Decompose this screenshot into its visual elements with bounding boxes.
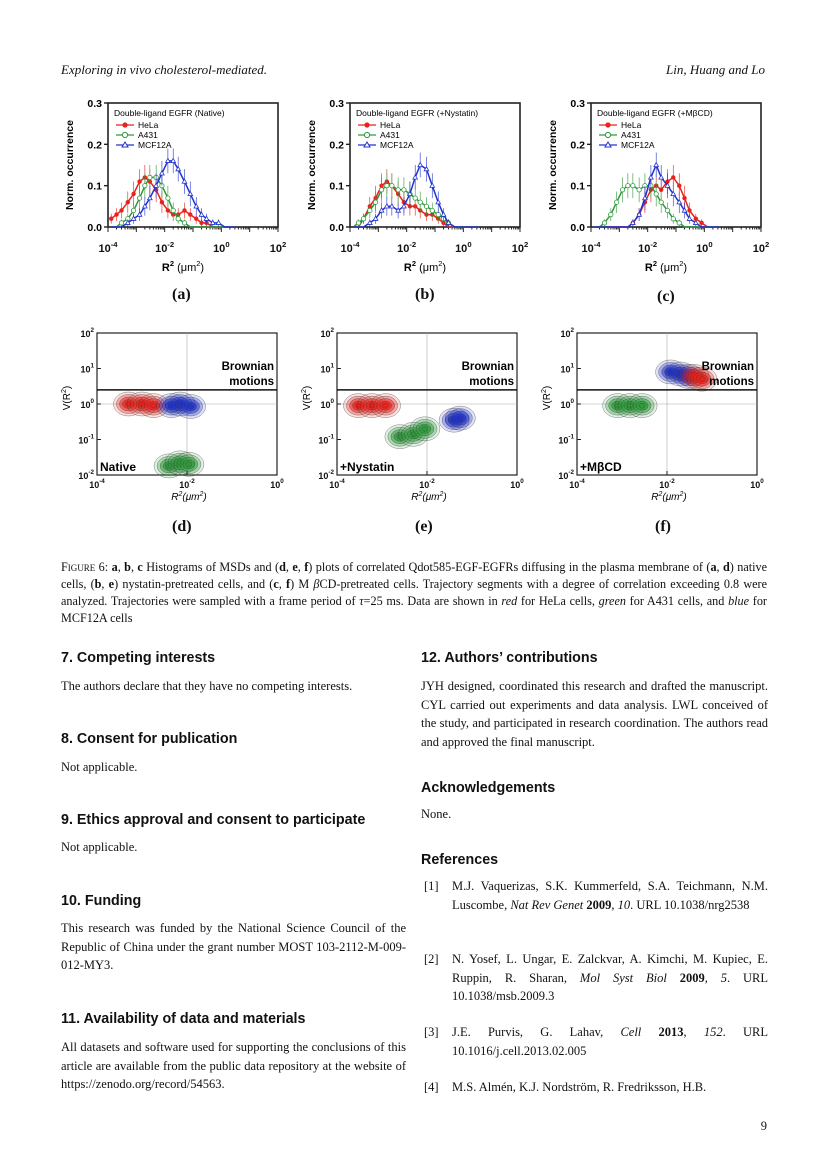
data-point-hela (126, 200, 130, 204)
data-point-a431 (602, 221, 606, 225)
section-body-consent: Not applicable. (61, 760, 138, 774)
section-heading-acknowledgements: Acknowledgements (421, 780, 556, 796)
y-tick-label: $10^0$ (320, 398, 334, 410)
data-point-hela (677, 183, 681, 187)
reference-number: [3] (424, 1025, 439, 1039)
data-point-a431 (373, 200, 377, 204)
y-tick-label: 0.2 (87, 139, 102, 152)
data-point-a431 (368, 208, 372, 212)
y-axis-label: Norm. occurrence (64, 120, 76, 210)
caption-text: a, b, c Histograms of MSDs and (d, e, f) plots of correlated Qdot585-EGF-EGFRs diffusing in the plasma membrane of (a, d) native cells, (b, e) nystatin-pretreated cells, and (c, f) M βCD-pretreated cells. Trajectory segments with a degree of correlation exceeding 0.8 were analyzed. Trajectories were sampled with a frame period of τ=25 ms. Data are shown in red for HeLa cells, green for A431 cells, and blue for MCF12A cells (61, 560, 768, 625)
x-tick-label: $10^{-2}$ (659, 478, 675, 490)
y-tick-label: $10^{-1}$ (558, 433, 574, 446)
data-point-a431 (176, 217, 180, 221)
chart-title: Double-ligand EGFR (+Nystatin) (356, 108, 479, 118)
y-tick-label: 0.3 (570, 98, 585, 110)
data-point-hela (114, 212, 118, 216)
y-axis-label: $V(R^2)$ (301, 385, 313, 411)
data-point-hela (199, 221, 203, 225)
density-contour (186, 462, 192, 467)
section-heading-contributions: 12. Authors’ contributions (421, 650, 598, 666)
x-tick-label: $10^{-4}$ (569, 478, 585, 490)
reference-text: N. Yosef, L. Ungar, E. Zalckvar, A. Kimchi, M. Kupiec, E. Ruppin, R. Sharan, Mol Syst Biol 2009, 5. URL 10.1038/msb.2009.3 (452, 952, 769, 1003)
condition-label: Native (100, 460, 137, 474)
reference-item (424, 950, 768, 1006)
data-point-a431 (430, 208, 434, 212)
histogram-panel-a (60, 95, 290, 280)
data-point-a431 (614, 200, 618, 204)
x-tick-label: $10^2$ (269, 240, 287, 255)
y-tick-label: $10^{-2}$ (78, 469, 94, 481)
data-point-hela (699, 221, 703, 225)
data-point-mcf12a (659, 175, 664, 179)
legend-label: A431 (138, 130, 158, 140)
y-tick-label: $10^1$ (560, 362, 574, 375)
y-tick-label: $10^0$ (560, 398, 574, 410)
data-point-a431 (436, 212, 440, 216)
data-point-a431 (413, 196, 417, 200)
y-tick-label: $10^1$ (80, 362, 94, 375)
x-tick-label: $10^{-2}$ (638, 240, 658, 255)
reference-item (424, 877, 768, 914)
y-tick-label: 0.3 (87, 98, 102, 110)
data-point-mcf12a (436, 200, 441, 204)
density-panel-f (540, 322, 775, 514)
chart-title: Double-ligand EGFR (Native) (114, 108, 225, 118)
brownian-label: motions (229, 375, 274, 388)
y-tick-label: 0.0 (570, 222, 585, 234)
data-point-a431 (609, 212, 613, 216)
density-panel-e (300, 322, 535, 514)
density-contour (639, 403, 645, 408)
data-point-a431 (131, 208, 135, 212)
data-point-mcf12a (413, 175, 418, 179)
y-tick-label: 0.0 (87, 222, 102, 234)
histogram-panel-b (302, 95, 532, 280)
data-point-hela (687, 208, 691, 212)
reference-item (424, 1023, 768, 1060)
panel-letter-f: (f) (655, 518, 671, 535)
x-tick-label: $10^{-4}$ (340, 240, 360, 255)
reference-text: M.S. Almén, K.J. Nordström, R. Fredriksson, H.B. (452, 1080, 707, 1094)
data-point-a431 (677, 221, 681, 225)
y-tick-label: 0.2 (570, 139, 585, 152)
x-axis-label: $R^2(\mu m^2)$ (171, 491, 207, 503)
legend-marker (122, 132, 127, 137)
legend-marker (122, 122, 127, 127)
legend-label: HeLa (380, 120, 401, 130)
y-axis-label: $V(R^2)$ (61, 385, 73, 411)
data-point-hela (194, 217, 198, 221)
section-heading-funding: 10. Funding (61, 893, 142, 909)
legend-label: HeLa (621, 120, 642, 130)
data-point-hela (109, 217, 113, 221)
condition-label: +Nystatin (340, 460, 395, 474)
density-contour (699, 377, 705, 382)
brownian-label: motions (709, 375, 754, 388)
legend-label: HeLa (138, 120, 159, 130)
data-point-hela (137, 179, 141, 183)
data-point-a431 (654, 192, 658, 196)
y-axis-label: Norm. occurrence (547, 120, 559, 210)
data-point-a431 (137, 196, 141, 200)
x-tick-label: $10^{-4}$ (98, 240, 118, 255)
chart-title: Double-ligand EGFR (+MβCD) (597, 108, 713, 118)
x-tick-label: $10^0$ (750, 478, 764, 490)
x-tick-label: $10^0$ (270, 478, 284, 490)
legend-label: A431 (380, 130, 400, 140)
data-point-hela (160, 200, 164, 204)
histogram-panel-c (543, 95, 773, 280)
data-point-a431 (424, 204, 428, 208)
section-body-funding: This research was funded by the National Science Council of the Republic of China under the grant number MOST 103-2112-M-009-012-MY3. (61, 921, 406, 972)
data-point-a431 (659, 200, 663, 204)
data-point-a431 (171, 208, 175, 212)
data-point-mcf12a (418, 163, 423, 167)
x-tick-label: $10^{-2}$ (179, 478, 195, 490)
panel-letter-c: (c) (657, 288, 675, 305)
panel-letter-b: (b) (415, 286, 435, 303)
section-heading-competing-interests: 7. Competing interests (61, 650, 216, 666)
legend-label: MCF12A (380, 140, 414, 150)
data-point-a431 (182, 221, 186, 225)
figure-caption (61, 559, 767, 627)
brownian-label: Brownian (461, 360, 514, 373)
reference-number: [2] (424, 952, 439, 966)
legend-marker (605, 122, 610, 127)
data-point-a431 (418, 200, 422, 204)
x-tick-label: $10^{-4}$ (89, 478, 105, 490)
data-point-a431 (143, 183, 147, 187)
y-tick-label: 0.2 (329, 139, 344, 152)
running-header-left: Exploring in vivo cholesterol-mediated. (61, 62, 268, 77)
data-point-a431 (390, 183, 394, 187)
x-axis-label: $R^2(\mu m^2)$ (411, 491, 447, 503)
y-tick-label: $10^1$ (320, 362, 334, 375)
x-axis-label: $R^2(\mu m^2)$ (651, 491, 687, 503)
y-tick-label: 0.1 (570, 180, 585, 193)
data-point-hela (188, 212, 192, 216)
legend-marker (605, 132, 610, 137)
section-body-contributions: JYH designed, coordinated this research and drafted the manuscript. CYL carried out experiments and data analysis. LWL conceived of the study, and participated in research coordination. The authors read and approved the final manuscript. (421, 679, 768, 749)
data-point-a431 (379, 188, 383, 192)
reference-number: [1] (424, 879, 439, 893)
section-heading-availability: 11. Availability of data and materials (61, 1011, 306, 1027)
x-tick-label: $10^2$ (752, 240, 770, 255)
y-tick-label: $10^{-2}$ (318, 469, 334, 481)
data-point-a431 (119, 221, 123, 225)
data-point-hela (119, 208, 123, 212)
data-point-a431 (361, 217, 365, 221)
y-tick-label: $10^2$ (320, 327, 334, 339)
running-header-right: Lin, Huang and Lo (666, 62, 765, 77)
x-axis-label: $R^2$ $(\mu m^2)$ (644, 259, 688, 274)
data-point-hela (131, 192, 135, 196)
x-tick-label: $10^0$ (696, 240, 713, 255)
caption-label: Figure 6: (61, 560, 109, 574)
panel-letter-e: (e) (415, 518, 433, 535)
brownian-label: Brownian (221, 360, 274, 373)
y-axis-label: Norm. occurrence (306, 120, 318, 210)
density-contour (422, 426, 428, 431)
x-tick-label: $10^0$ (455, 240, 472, 255)
x-tick-label: $10^{-2}$ (419, 478, 435, 490)
data-point-a431 (620, 188, 624, 192)
data-point-a431 (631, 183, 635, 187)
density-contour (150, 403, 156, 408)
condition-label: +MβCD (580, 460, 622, 474)
x-tick-label: $10^{-2}$ (397, 240, 417, 255)
x-tick-label: $10^0$ (510, 478, 524, 490)
y-axis-label: $V(R^2)$ (541, 385, 553, 411)
y-tick-label: 0.3 (329, 98, 344, 110)
section-body-ethics: Not applicable. (61, 840, 138, 854)
brownian-label: Brownian (701, 360, 754, 373)
section-heading-consent: 8. Consent for publication (61, 731, 238, 747)
brownian-label: motions (469, 375, 514, 388)
data-point-hela (671, 175, 675, 179)
x-axis-label: $R^2$ $(\mu m^2)$ (161, 259, 205, 274)
data-point-a431 (665, 208, 669, 212)
legend-label: A431 (621, 130, 641, 140)
data-point-a431 (148, 175, 152, 179)
data-point-hela (682, 196, 686, 200)
data-point-a431 (671, 217, 675, 221)
panel-letter-d: (d) (172, 518, 192, 535)
density-contour (457, 416, 463, 421)
reference-text: M.J. Vaquerizas, S.K. Kummerfeld, S.A. Teichmann, N.M. Luscombe, Nat Rev Genet 2009, 10. URL 10.1038/nrg2538 (452, 879, 768, 912)
y-tick-label: $10^0$ (80, 398, 94, 410)
data-point-a431 (356, 221, 360, 225)
data-point-a431 (402, 188, 406, 192)
y-tick-label: 0.0 (329, 222, 344, 234)
legend-label: MCF12A (621, 140, 655, 150)
x-tick-label: $10^2$ (511, 240, 529, 255)
data-point-mcf12a (430, 183, 435, 187)
y-tick-label: $10^{-1}$ (78, 433, 94, 446)
y-tick-label: $10^2$ (560, 327, 574, 339)
section-heading-references: References (421, 852, 499, 868)
density-panel-d (60, 322, 295, 514)
legend-marker (364, 132, 369, 137)
panel-letter-a: (a) (172, 286, 191, 303)
x-tick-label: $10^{-2}$ (155, 240, 175, 255)
data-point-a431 (166, 196, 170, 200)
y-tick-label: $10^2$ (80, 327, 94, 339)
reference-item (424, 1078, 768, 1097)
legend-label: MCF12A (138, 140, 172, 150)
x-tick-label: $10^0$ (213, 240, 230, 255)
y-tick-label: $10^{-1}$ (318, 433, 334, 446)
reference-text: J.E. Purvis, G. Lahav, Cell 2013, 152. URL 10.1016/j.cell.2013.02.005 (452, 1025, 768, 1058)
section-body-availability: All datasets and software used for supporting the conclusions of this article are available from the public data repository at the website of https://zenodo.org/record/54563. (61, 1040, 406, 1091)
page-number: 9 (760, 1119, 767, 1133)
y-tick-label: $10^{-2}$ (558, 469, 574, 481)
y-tick-label: 0.1 (329, 180, 344, 193)
section-heading-ethics: 9. Ethics approval and consent to participate (61, 812, 366, 828)
data-point-a431 (385, 183, 389, 187)
data-point-a431 (626, 183, 630, 187)
section-body-acknowledgements: None. (421, 807, 452, 821)
data-point-a431 (637, 188, 641, 192)
section-body-competing-interests: The authors declare that they have no competing interests. (61, 679, 353, 693)
reference-number: [4] (424, 1080, 439, 1094)
density-contour (188, 404, 194, 409)
x-tick-label: $10^{-4}$ (581, 240, 601, 255)
y-tick-label: 0.1 (87, 180, 102, 193)
data-point-a431 (396, 188, 400, 192)
x-axis-label: $R^2$ $(\mu m^2)$ (403, 259, 447, 274)
x-tick-label: $10^{-4}$ (329, 478, 345, 490)
data-point-hela (182, 208, 186, 212)
density-contour (383, 403, 389, 408)
legend-marker (364, 122, 369, 127)
data-point-mcf12a (654, 163, 659, 167)
